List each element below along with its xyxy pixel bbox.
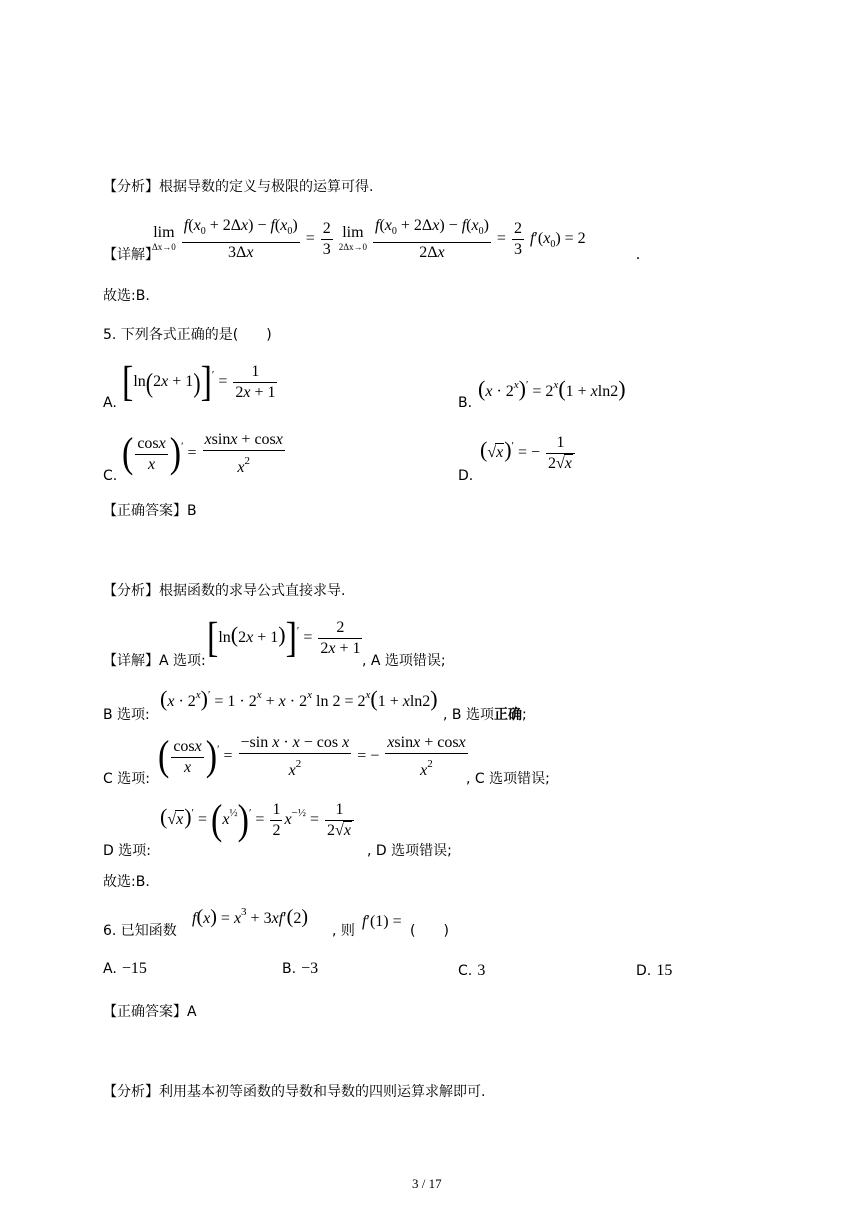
q5-detail-a-formula: [ln(2x + 1)]′ = $\frac{2}{2x + 1}$: [207, 614, 361, 661]
q4-chose: 故选:B.: [103, 288, 150, 304]
q5-chose: 故选:B.: [103, 874, 150, 890]
q6-stem-suffix: ( ): [410, 923, 449, 939]
q5-option-c-label: C.: [103, 468, 118, 484]
q6-function-formula: $f(x) = x^3 + 3xf'(2)$: [192, 906, 308, 928]
q5-detail-label: 【详解】A 选项:: [103, 653, 206, 669]
q5-option-c-formula: ( $\frac{\cos x}{x}$ )′ = $\frac{xsinx + \cos x}{x^2}$: [122, 430, 283, 477]
q6-stem-middle: , 则: [332, 923, 355, 939]
q5-detail-c-result: , C 选项错误;: [466, 771, 550, 787]
q4-detail-label: 【详解】: [103, 247, 159, 263]
q5-stem: 5. 下列各式正确的是( ): [103, 327, 272, 343]
q5-detail-c-label: C 选项:: [103, 771, 150, 787]
q5-option-b-label: B.: [458, 395, 473, 411]
q6-query-formula: f′(1) =: [362, 913, 402, 930]
q6-stem-prefix: 6. 已知函数: [103, 923, 177, 939]
q5-answer: 【正确答案】B: [103, 503, 197, 519]
q5-option-a-label: A.: [103, 395, 117, 411]
page-number: 3 / 17: [412, 1176, 442, 1191]
q6-answer: 【正确答案】A: [103, 1004, 197, 1020]
q5-detail-c-formula: ( $\frac{\cos x}{x}$ )′ = $\frac{\text{−sin x · x − cos x}}{x^2}$ = − $\frac{xsinx + \cos x}{x^2}$: [158, 733, 466, 780]
q4-period: .: [636, 246, 640, 263]
q5-detail-d-formula: $(√x)' = (x^{\frac{1}{2}})'$ = $\frac{1}{2}$ $x^{-\frac{1}{2}}$ = $\frac{1}{2√x}$: [160, 800, 356, 841]
q5-detail-d-result: , D 选项错误;: [367, 843, 452, 859]
q4-analysis: 【分析】根据导数的定义与极限的运算可得.: [103, 179, 374, 195]
q5-option-d-label: D.: [458, 468, 474, 484]
q5-detail-a-result: , A 选项错误;: [362, 653, 446, 669]
q5-option-a-formula: [ln(2x + 1)]′ = $\frac{1}{2x + 1}$: [122, 358, 276, 405]
q5-option-b-formula: $(x \cdot 2^x)' = 2^x(1 + xln2)$: [478, 376, 626, 401]
q5-detail-d-label: D 选项:: [103, 843, 151, 859]
q6-option-c: C. 3: [458, 962, 486, 979]
q5-option-d-formula: (√x)′ = − $\frac{1}{2√x}$: [480, 433, 577, 474]
q4-limit-formula: lim Δx→0 $\frac{f(x_0 + 2\Delta x) - f(x_0)}{3\Delta x}$ = $\frac{2}{3}$ lim 2Δx→0 $\frac{f(x_0 + 2\Delta x) - f(x_0)}{2\Delta x}$ = $\frac{2}{3}$ $f'(x_0) = 2$: [152, 217, 586, 261]
q6-option-b: B. −3: [282, 960, 319, 977]
q5-detail-b-label: B 选项:: [103, 707, 150, 723]
q5-analysis: 【分析】根据函数的求导公式直接求导.: [103, 583, 346, 599]
q5-detail-b-result: , B 选项正确;: [443, 707, 527, 723]
q6-option-d: D. 15: [636, 962, 673, 979]
q6-option-a: A. −15: [103, 960, 147, 977]
q6-analysis: 【分析】利用基本初等函数的导数和导数的四则运算求解即可.: [103, 1084, 486, 1100]
q5-detail-b-formula: $(x \cdot 2^x)' = 1 \cdot 2^x + x \cdot 2^x$ $\ln 2 = 2^x(1 + xln2)$: [160, 686, 438, 711]
